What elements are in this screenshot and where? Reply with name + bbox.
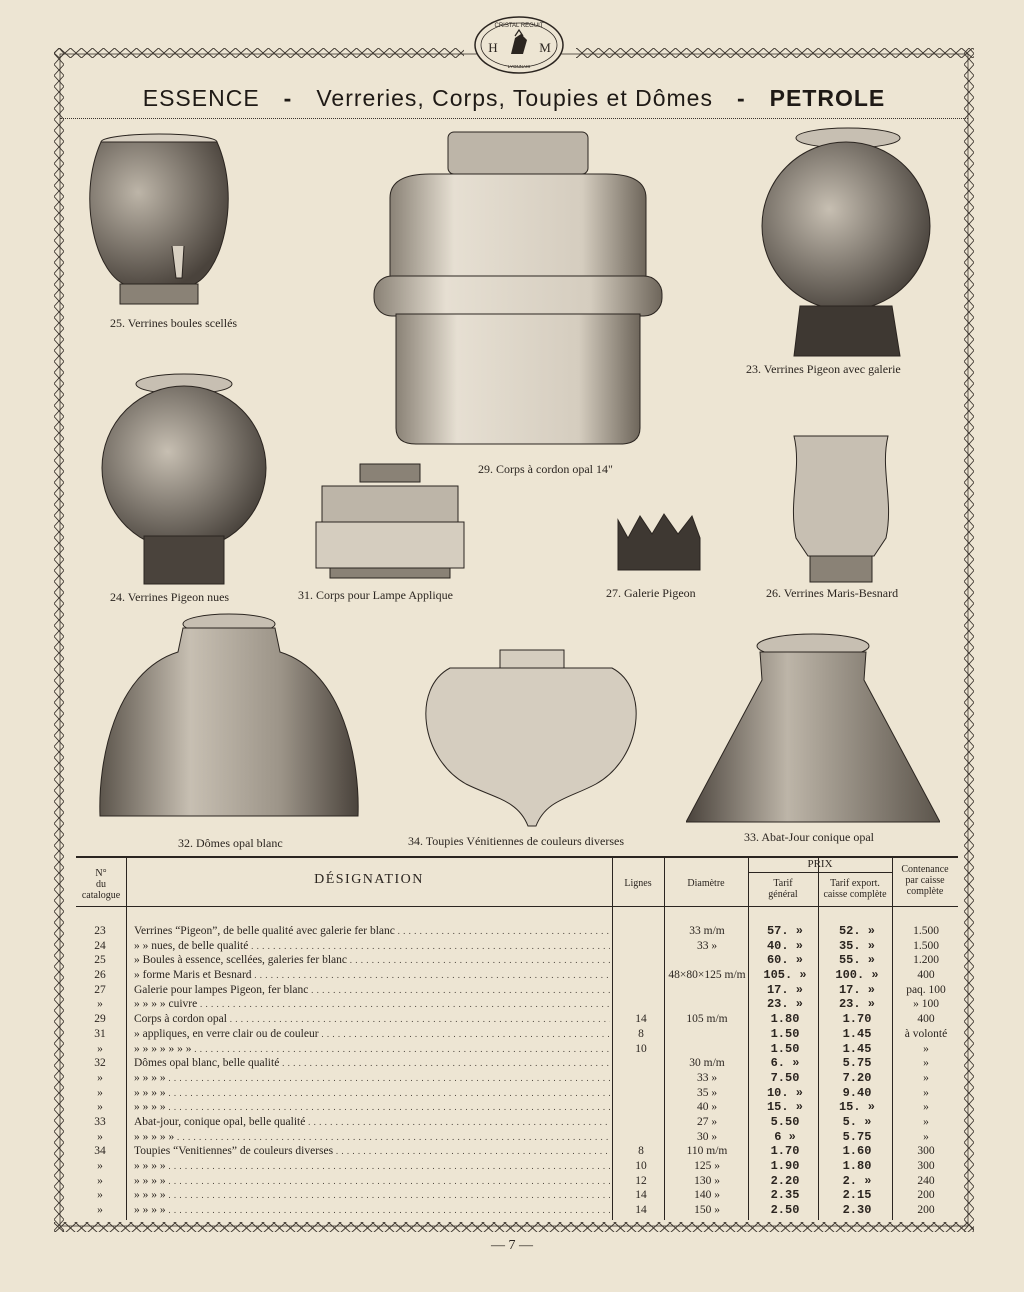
logo-right-letter: M	[539, 40, 551, 55]
header-tarif-export: Tarif export. caisse complète	[823, 878, 887, 900]
cell-lignes: 10	[635, 1160, 647, 1172]
cell-designation: » » nues, de belle qualité . . .	[134, 939, 610, 954]
cell-contenance: 240	[917, 1174, 935, 1187]
cell-contenance: »	[923, 1086, 929, 1099]
cell-tarif-general: 23. »	[766, 997, 803, 1012]
cell-tarif-export: 55. »	[838, 953, 875, 968]
cell-contenance: paq. 100	[906, 983, 946, 996]
cell-tarif-general: 60. »	[766, 953, 803, 968]
cell-catalog-number: »	[97, 1130, 103, 1143]
cell-designation: » » » » . . .	[134, 1188, 610, 1203]
cell-catalog-number: 23	[94, 925, 106, 937]
cell-tarif-export: 1.70	[842, 1012, 872, 1027]
dome-opal-illustration	[98, 612, 360, 822]
header-no: N° du catalogue	[81, 868, 121, 901]
table-row	[76, 1071, 958, 1086]
cell-catalog-number: 32	[94, 1057, 106, 1070]
table-row	[76, 1027, 958, 1042]
cell-designation: Dômes opal blanc, belle qualité . . .	[134, 1056, 610, 1071]
caption-34: 34. Toupies Vénitiennes de couleurs diverses	[408, 834, 625, 848]
table-row	[76, 983, 958, 998]
cell-catalog-number: »	[97, 1174, 103, 1187]
page-number: — 7 —	[491, 1238, 533, 1253]
cell-tarif-export: 35. »	[838, 938, 875, 953]
cell-designation: » » » » » . . .	[134, 1130, 610, 1145]
cell-designation: Corps à cordon opal . . .	[134, 1012, 610, 1027]
table-row	[76, 1012, 958, 1027]
cell-designation: » Boules à essence, scellées, galeries fer blanc . . .	[134, 953, 610, 968]
cell-tarif-general: 1.80	[770, 1012, 800, 1027]
cell-catalog-number: »	[97, 1189, 103, 1202]
cell-tarif-export: 2.15	[842, 1188, 872, 1203]
cell-diametre: 150 »	[694, 1204, 720, 1217]
header-contenance: Contenance par caisse complète	[901, 864, 949, 897]
cell-contenance: 1.500	[913, 939, 939, 952]
cell-diametre: 105 m/m	[686, 1013, 728, 1026]
cell-tarif-export: 15. »	[838, 1100, 875, 1115]
cell-tarif-general: 17. »	[766, 982, 803, 997]
cell-tarif-export: 5.75	[842, 1056, 872, 1071]
cell-diametre: 33 m/m	[689, 925, 725, 937]
cell-catalog-number: »	[97, 1042, 103, 1055]
cell-diametre: 27 »	[696, 1115, 718, 1128]
table-row	[76, 1174, 958, 1189]
cell-tarif-general: 2.35	[770, 1188, 800, 1203]
cell-lignes: 14	[635, 1204, 647, 1217]
table-row	[76, 1188, 958, 1203]
header-diametre: Diamètre	[687, 878, 725, 889]
verrine-boule-illustration	[84, 128, 234, 312]
cell-diametre: 125 »	[694, 1160, 720, 1172]
cell-designation: » » » » . . .	[134, 1203, 610, 1218]
cell-contenance: 300	[917, 1160, 935, 1172]
cell-tarif-general: 6. »	[770, 1056, 800, 1071]
cell-diametre: 30 »	[696, 1130, 718, 1143]
cell-tarif-general: 1.50	[770, 1041, 800, 1056]
cell-contenance: 400	[917, 1013, 935, 1026]
cell-diametre: 40 »	[696, 1101, 718, 1114]
cell-tarif-export: 5.75	[842, 1129, 872, 1144]
cell-tarif-export: 1.80	[842, 1159, 872, 1173]
table-row	[76, 953, 958, 968]
cell-catalog-number: »	[97, 998, 103, 1011]
caption-24: 24. Verrines Pigeon nues	[110, 590, 230, 604]
cell-tarif-export: 1.60	[842, 1144, 872, 1159]
cell-tarif-export: 52. »	[838, 924, 875, 938]
cell-catalog-number: »	[97, 1160, 103, 1172]
cell-tarif-general: 10. »	[766, 1085, 803, 1100]
price-table	[76, 856, 958, 1220]
verrine-pigeon-galerie-illustration	[760, 126, 936, 362]
cell-designation: » appliques, en verre clair ou de couleur . . .	[134, 1027, 610, 1042]
cell-diametre: 30 m/m	[689, 1057, 725, 1070]
cell-contenance: 200	[917, 1189, 935, 1202]
cell-catalog-number: 26	[94, 969, 106, 982]
cell-designation: » » » » . . .	[134, 1071, 610, 1086]
cell-tarif-general: 7.50	[770, 1070, 800, 1085]
caption-27: 27. Galerie Pigeon	[606, 586, 696, 600]
cell-designation: » » » » . . .	[134, 1100, 610, 1115]
cell-lignes: 8	[638, 1027, 644, 1040]
cell-diametre: 48×80×125 m/m	[668, 969, 746, 982]
caption-26: 26. Verrines Maris-Besnard	[766, 586, 899, 600]
table-row	[76, 1159, 958, 1174]
header-tarif-general: Tarif général	[768, 878, 798, 900]
header-designation: DÉSIGNATION	[314, 872, 424, 887]
abat-jour-conique-illustration	[686, 632, 940, 826]
galerie-pigeon-illustration	[608, 510, 710, 576]
cell-tarif-export: 1.45	[842, 1026, 872, 1041]
cell-tarif-export: 23. »	[838, 997, 875, 1012]
cell-designation: Verrines “Pigeon”, de belle qualité avec galerie fer blanc . . .	[134, 924, 610, 939]
cell-catalog-number: 29	[94, 1013, 106, 1026]
cell-tarif-general: 1.90	[770, 1159, 800, 1173]
cell-catalog-number: 33	[94, 1115, 106, 1128]
logo-top-text: CRISTAL REGUIT	[494, 23, 544, 29]
caption-23: 23. Verrines Pigeon avec galerie	[746, 362, 901, 376]
cristal-logo	[471, 14, 567, 76]
cell-contenance: 400	[917, 969, 935, 982]
cell-tarif-general: 6 »	[774, 1129, 796, 1144]
cell-catalog-number: »	[97, 1204, 103, 1217]
cell-tarif-export: 7.20	[842, 1070, 872, 1085]
cell-diametre: 110 m/m	[686, 1145, 728, 1158]
cell-tarif-general: 2.20	[770, 1173, 800, 1188]
cell-catalog-number: 31	[94, 1027, 106, 1040]
cell-contenance: 300	[917, 1145, 935, 1158]
cell-tarif-general: 1.50	[770, 1026, 800, 1041]
cell-tarif-export: 2.30	[842, 1203, 872, 1218]
cell-lignes: 12	[635, 1174, 647, 1187]
cell-catalog-number: »	[97, 1101, 103, 1114]
toupie-venitienne-illustration	[420, 648, 642, 832]
table-row	[76, 1130, 958, 1145]
cell-tarif-export: 5. »	[842, 1114, 872, 1129]
title-dash-left: -	[283, 84, 293, 111]
cell-contenance: 200	[917, 1204, 935, 1217]
cell-tarif-general: 5.50	[770, 1114, 800, 1129]
cell-catalog-number: 34	[94, 1145, 106, 1158]
cell-contenance: »	[923, 1115, 929, 1128]
cell-contenance: 1.500	[913, 925, 939, 937]
caption-31: 31. Corps pour Lampe Applique	[298, 588, 453, 602]
cell-diametre: 140 »	[694, 1189, 720, 1202]
cell-diametre: 35 »	[696, 1086, 718, 1099]
cell-tarif-general: 105. »	[763, 968, 807, 983]
title-dash-right: -	[736, 84, 746, 111]
cell-tarif-export: 100. »	[835, 968, 879, 983]
cell-catalog-number: 24	[94, 939, 106, 952]
cell-contenance: à volonté	[904, 1027, 948, 1040]
cell-tarif-export: 1.45	[842, 1041, 872, 1056]
cell-diametre: 33 »	[696, 939, 718, 952]
cell-designation: » forme Maris et Besnard . . .	[134, 968, 610, 983]
caption-29: 29. Corps à cordon opal 14"	[478, 462, 613, 476]
cell-designation: Toupies “Venitiennes” de couleurs diverses . . .	[134, 1144, 610, 1159]
cell-contenance: »	[923, 1101, 929, 1114]
caption-25: 25. Verrines boules scellés	[110, 316, 238, 330]
title-middle: Verreries, Corps, Toupies et Dômes	[316, 84, 713, 111]
table-row	[76, 968, 958, 983]
table-row	[76, 1144, 958, 1159]
cell-designation: » » » » . . .	[134, 1159, 610, 1174]
table-row	[76, 939, 958, 954]
cell-catalog-number: 25	[94, 954, 106, 967]
cell-diametre: 33 »	[696, 1071, 718, 1084]
cell-tarif-general: 2.50	[770, 1203, 800, 1218]
cell-designation: Abat-jour, conique opal, belle qualité . . .	[134, 1115, 610, 1130]
title-essence: ESSENCE	[142, 84, 260, 111]
cell-tarif-general: 15. »	[766, 1100, 803, 1115]
cell-catalog-number: »	[97, 1071, 103, 1084]
cell-designation: » » » » cuivre . . .	[134, 997, 610, 1012]
table-row	[76, 1115, 958, 1130]
cell-designation: » » » » . . .	[134, 1086, 610, 1101]
table-header	[76, 858, 958, 907]
cell-designation: » » » » . . .	[134, 1174, 610, 1189]
corps-applique-illustration	[312, 462, 468, 582]
verrine-pigeon-nue-illustration	[100, 372, 268, 588]
cell-designation: Galerie pour lampes Pigeon, fer blanc . . .	[134, 983, 610, 998]
cell-contenance: »	[923, 1057, 929, 1070]
cell-diametre: 130 »	[694, 1174, 720, 1187]
table-row	[76, 1203, 958, 1218]
cell-tarif-general: 40. »	[766, 938, 803, 953]
cell-tarif-export: 2. »	[842, 1173, 872, 1188]
header-prix: PRIX	[748, 859, 892, 873]
table-body	[76, 924, 958, 1218]
header-lignes: Lignes	[624, 878, 652, 889]
cell-contenance: »	[923, 1130, 929, 1143]
cell-contenance: »	[923, 1042, 929, 1055]
caption-33: 33. Abat-Jour conique opal	[744, 830, 874, 844]
table-row	[76, 1100, 958, 1115]
caption-32: 32. Dômes opal blanc	[178, 836, 283, 850]
cell-lignes: 14	[635, 1013, 647, 1026]
cell-lignes: 8	[638, 1145, 644, 1158]
table-row	[76, 1056, 958, 1071]
cell-lignes: 10	[635, 1042, 647, 1055]
verrine-maris-besnard-illustration	[786, 430, 896, 584]
cell-tarif-general: 57. »	[766, 924, 803, 938]
table-row	[76, 997, 958, 1012]
title-petrole: PETROLE	[769, 84, 886, 111]
cell-contenance: »	[923, 1071, 929, 1084]
table-row	[76, 924, 958, 939]
cell-designation: » » » » » » » . . .	[134, 1042, 610, 1057]
page-title	[60, 78, 968, 119]
corps-cordon-illustration	[370, 128, 666, 460]
logo-left-letter: H	[488, 40, 498, 55]
cell-tarif-export: 9.40	[842, 1085, 872, 1100]
cell-tarif-general: 1.70	[770, 1144, 800, 1159]
cell-contenance: 1.200	[913, 954, 939, 967]
cell-contenance: » 100	[913, 998, 939, 1011]
cell-lignes: 14	[635, 1189, 647, 1202]
cell-catalog-number: »	[97, 1086, 103, 1099]
table-row	[76, 1086, 958, 1101]
table-row	[76, 1042, 958, 1057]
cell-tarif-export: 17. »	[838, 982, 875, 997]
logo-bottom-text: LYONNAIS	[507, 64, 531, 69]
cell-catalog-number: 27	[94, 983, 106, 996]
